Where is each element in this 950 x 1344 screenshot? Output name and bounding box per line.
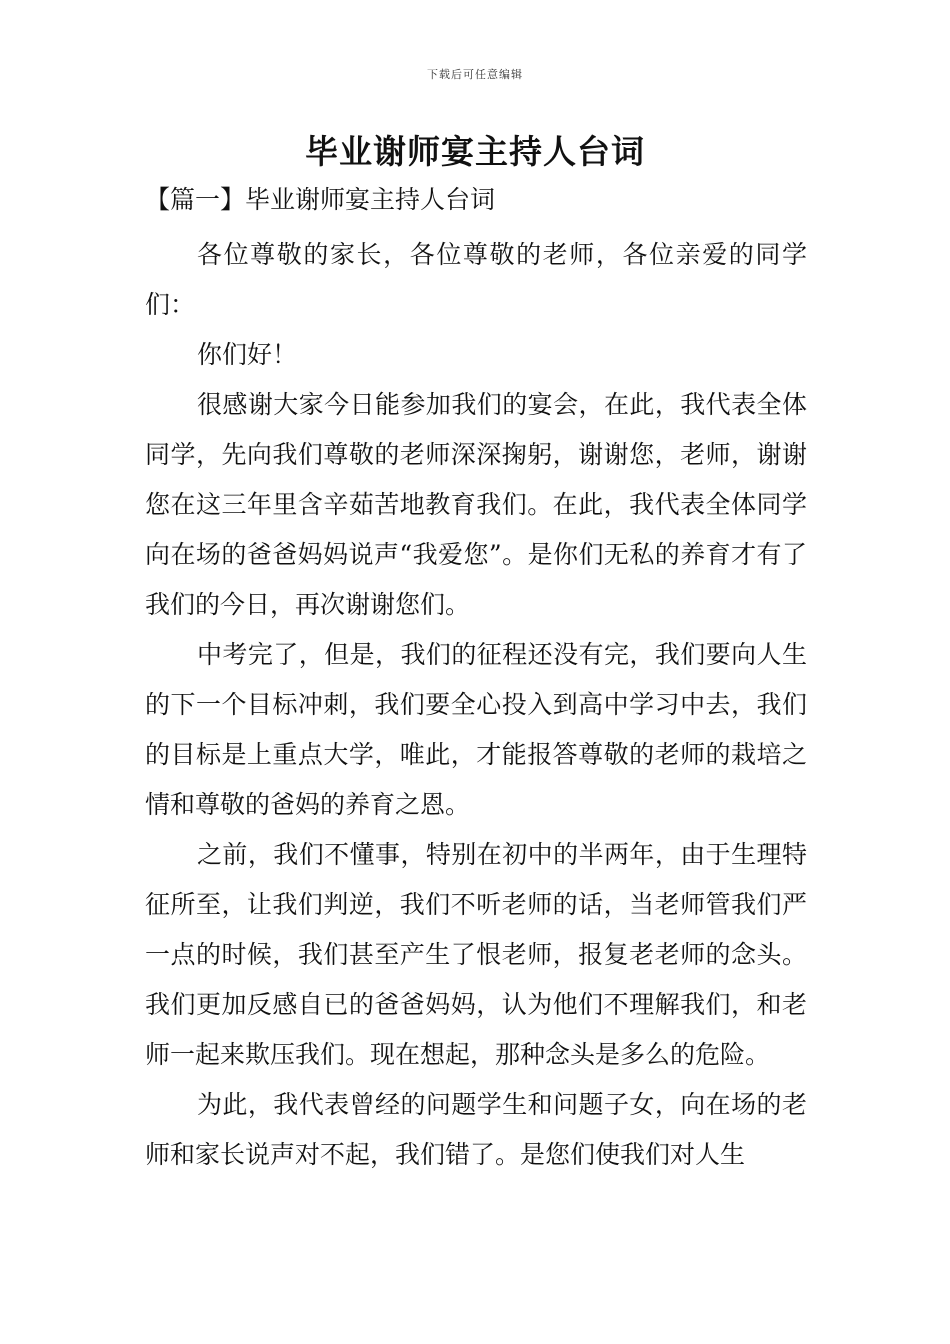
section-heading: 【篇一】毕业谢师宴主持人台词 [145, 185, 496, 214]
paragraph-apology: 为此，我代表曾经的问题学生和问题子女，向在场的老师和家长说声对不起，我们错了。是您们使我们对人生 [145, 1090, 807, 1169]
header-note: 下载后可任意编辑 [427, 68, 523, 81]
paragraph-greeting: 各位尊敬的家长，各位尊敬的老师，各位亲爱的同学们： [145, 240, 807, 319]
document-title: 毕业谢师宴主持人台词 [305, 132, 645, 171]
body-text [145, 180, 807, 1180]
paragraph-goals: 中考完了，但是，我们的征程还没有完，我们要向人生的下一个目标冲刺，我们要全心投入到高中学习中去，我们的目标是上重点大学，唯此，才能报答尊敬的老师的栽培之情和尊敬的爸妈的养育之恩。 [145, 640, 807, 819]
paragraph-hello: 你们好！ [197, 340, 298, 369]
paragraph-past: 之前，我们不懂事，特别在初中的半两年，由于生理特征所至，让我们判逆，我们不听老师的话，当老师管我们严一点的时候，我们甚至产生了恨老师，报复老老师的念头。我们更加反感自已的爸爸妈妈，认为他们不理解我们，和老师一起来欺压我们。现在想起，那种念头是多么的危险。 [145, 840, 807, 1069]
paragraph-thanks: 很感谢大家今日能参加我们的宴会，在此，我代表全体同学，先向我们尊敬的老师深深掬躬，谢谢您，老师，谢谢您在这三年里含辛茹苦地教育我们。在此，我代表全体同学向在场的爸爸妈妈说声“我爱您”。是你们无私的养育才有了我们的今日，再次谢谢您们。 [145, 390, 807, 619]
